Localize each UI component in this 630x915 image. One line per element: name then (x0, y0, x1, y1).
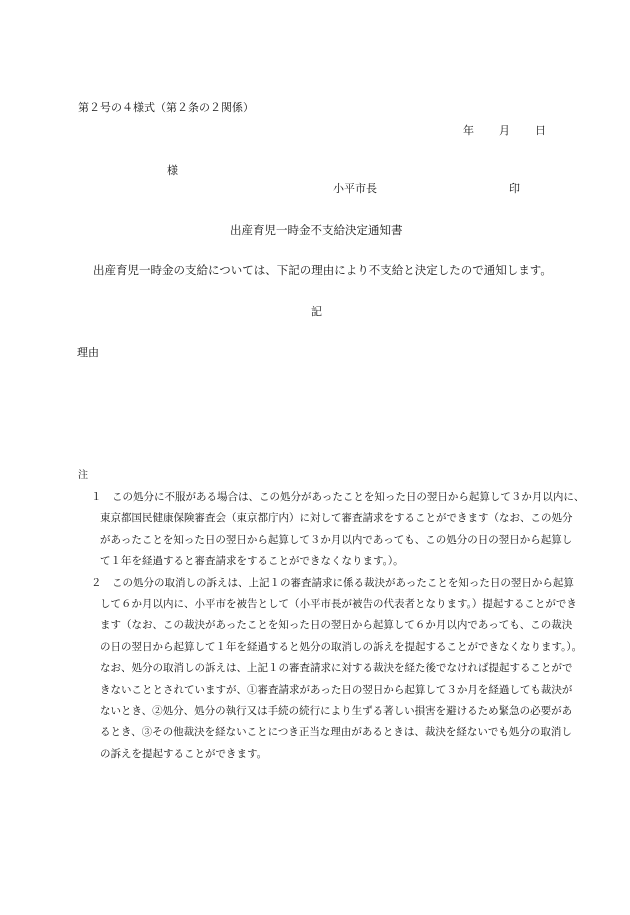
seal-mark: 印 (509, 182, 520, 195)
sender-name: 小平市長 (333, 182, 377, 195)
note-line: なお、処分の取消しの訴えは、上記１の審査請求に対する裁決を経た後でなければ提起することがで (100, 662, 573, 675)
note-number: ２ (91, 576, 102, 589)
addressee-suffix: 様 (167, 164, 178, 177)
note-line: この処分に不服がある場合は、この処分があったことを知った日の翌日から起算して３か月以内に、 (112, 491, 585, 503)
form-number: 第２号の４様式（第２条の２関係） (78, 101, 254, 114)
document-title: 出産育児一時金不支給決定通知書 (230, 223, 403, 237)
note-item (78, 487, 585, 573)
note-line: の訴えを提起することができます。 (100, 747, 268, 760)
date-month-label: 月 (499, 124, 510, 137)
reason-label: 理由 (77, 346, 99, 359)
notes-label: 注 (78, 470, 88, 481)
notes-list (78, 487, 585, 765)
note-line: この処分の取消しの訴えは、上記１の審査請求に係る裁決があったことを知った日の翌日から起算 (112, 576, 574, 589)
note-line: 東京都国民健康保険審査会（東京都庁内）に対して審査請求をすることができます（なお、この処分 (100, 512, 573, 525)
note-line: て１年を経過すると審査請求をすることができなくなります。）。 (100, 555, 404, 568)
note-line: して６か月以内に、小平市を被告として（小平市長が被告の代表者となります。）提起することができ (100, 598, 577, 611)
intro-text: 出産育児一時金の支給については、下記の理由により不支給と決定したので通知します。 (93, 263, 552, 277)
note-item (78, 573, 583, 766)
note-line: るとき、③その他裁決を経ないことにつき正当な理由があるときは、裁決を経ないでも処分の取消し (100, 726, 572, 739)
note-line: きないこととされていますが、①審査請求があった日の翌日から起算して３か月を経過しても裁決が (100, 683, 573, 696)
date-year-label: 年 (463, 124, 474, 137)
note-line: ます（なお、この裁決があったことを知った日の翌日から起算して６か月以内であっても、この裁決 (100, 619, 573, 632)
note-line: ないとき、②処分、処分の執行又は手続の続行により生ずる著しい損害を避けるため緊急の必要があ (100, 705, 573, 718)
note-line: があったことを知った日の翌日から起算して３か月以内であっても、この処分の日の翌日から起算し (100, 533, 573, 546)
date-day-label: 日 (535, 124, 546, 137)
note-number: １ (91, 491, 102, 503)
note-line: の日の翌日から起算して１年を経過すると処分の取消しの訴えを提起することができなくなります。）。 (100, 640, 583, 653)
ki-marker: 記 (311, 305, 322, 318)
